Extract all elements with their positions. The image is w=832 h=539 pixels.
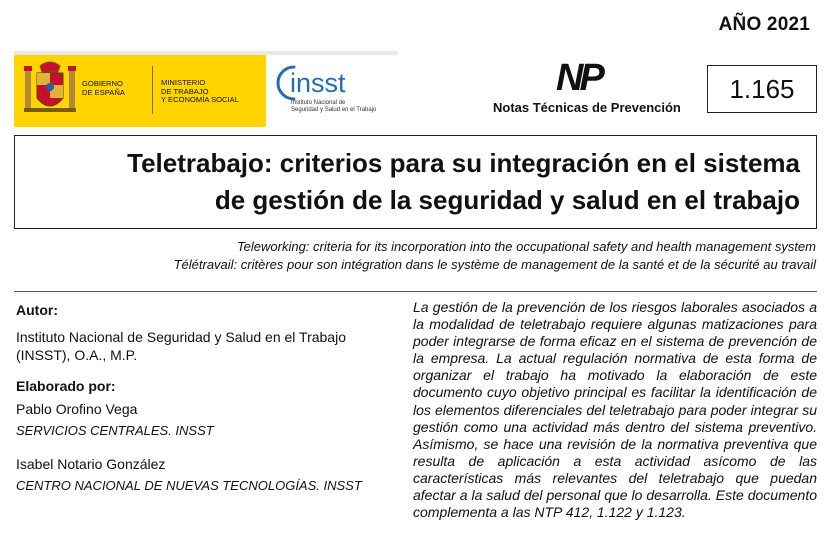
title-line-1: Teletrabajo: criterios para su integración en el sistema	[127, 148, 800, 178]
gobierno-line-2: DE ESPAÑA	[82, 87, 125, 97]
section-divider	[14, 291, 817, 292]
author-line-1: Instituto Nacional de Seguridad y Salud en el Trabajo	[16, 329, 346, 345]
insst-logo-text: insst	[290, 68, 346, 98]
ministerio-line-3: Y ECONOMÍA SOCIAL	[161, 95, 239, 105]
elaborado-unit-1: SERVICIOS CENTRALES. INSST	[16, 423, 214, 438]
ministerio-text	[161, 79, 239, 105]
document-title	[80, 145, 800, 219]
author-label: Autor:	[16, 302, 58, 318]
insst-sub-line-1: Instituto Nacional de	[291, 100, 346, 106]
ministerio-line-2: DE TRABAJO	[161, 86, 209, 96]
gobierno-text	[82, 80, 125, 97]
np-number-box	[707, 65, 817, 113]
gobierno-line-1: GOBIERNO	[82, 79, 123, 88]
ministerio-line-1: MINISTERIO	[161, 78, 206, 87]
elaborado-person-2: Isabel Notario González	[16, 456, 166, 472]
elaborado-person-1: Pablo Orofino Vega	[16, 401, 138, 417]
np-number: 1.165	[729, 73, 795, 104]
np-label: Notas Técnicas de Prevención	[493, 100, 681, 115]
elaborado-label: Elaborado por:	[16, 378, 116, 394]
year-label: AÑO 2021	[718, 14, 810, 35]
title-english: Teleworking: criteria for its incorporation into the occupational safety and health management system	[236, 239, 816, 254]
author-line-2: (INSST), O.A., M.P.	[16, 347, 138, 363]
banner-divider	[152, 66, 153, 114]
np-logo: NP	[556, 57, 601, 99]
insst-sub-line-2: Seguridad y Salud en el Trabajo	[291, 107, 377, 113]
coat-of-arms-icon	[22, 60, 78, 122]
elaborado-unit-2: CENTRO NACIONAL DE NUEVAS TECNOLOGÍAS. INSST	[16, 478, 362, 493]
title-french: Télétravail: critères pour son intégration dans le système de management de la santé et de la sécurité au travail	[173, 257, 816, 272]
abstract: La gestión de la prevención de los riesgos laborales asociados a la modalidad de teletrabajo requiere algunas matizaciones para poder integrarse de forma eficaz en el sistema de prevención de la empresa. La actual regulación normativa de esta forma de organizar el trabajo ha motivado la elaboración de este documento cuyo objetivo principal es facilitar la identificación de los elementos diferenciales del teletrabajo para poder integrar su gestión como una actividad más dentro del sistema preventivo. Asímismo, se hace una revisión de la normativa preventiva que resulta de aplicación a esta actividad asícomo de las características más relevantes del teletrabajo que puedan afectar a la salud del personal que lo desarrolla. Este documento complementa a las NTP 412, 1.122 y 1.123.	[413, 299, 817, 521]
title-line-2: de gestión de la seguridad y salud en el trabajo	[214, 185, 800, 215]
insst-subtitle	[291, 100, 376, 114]
